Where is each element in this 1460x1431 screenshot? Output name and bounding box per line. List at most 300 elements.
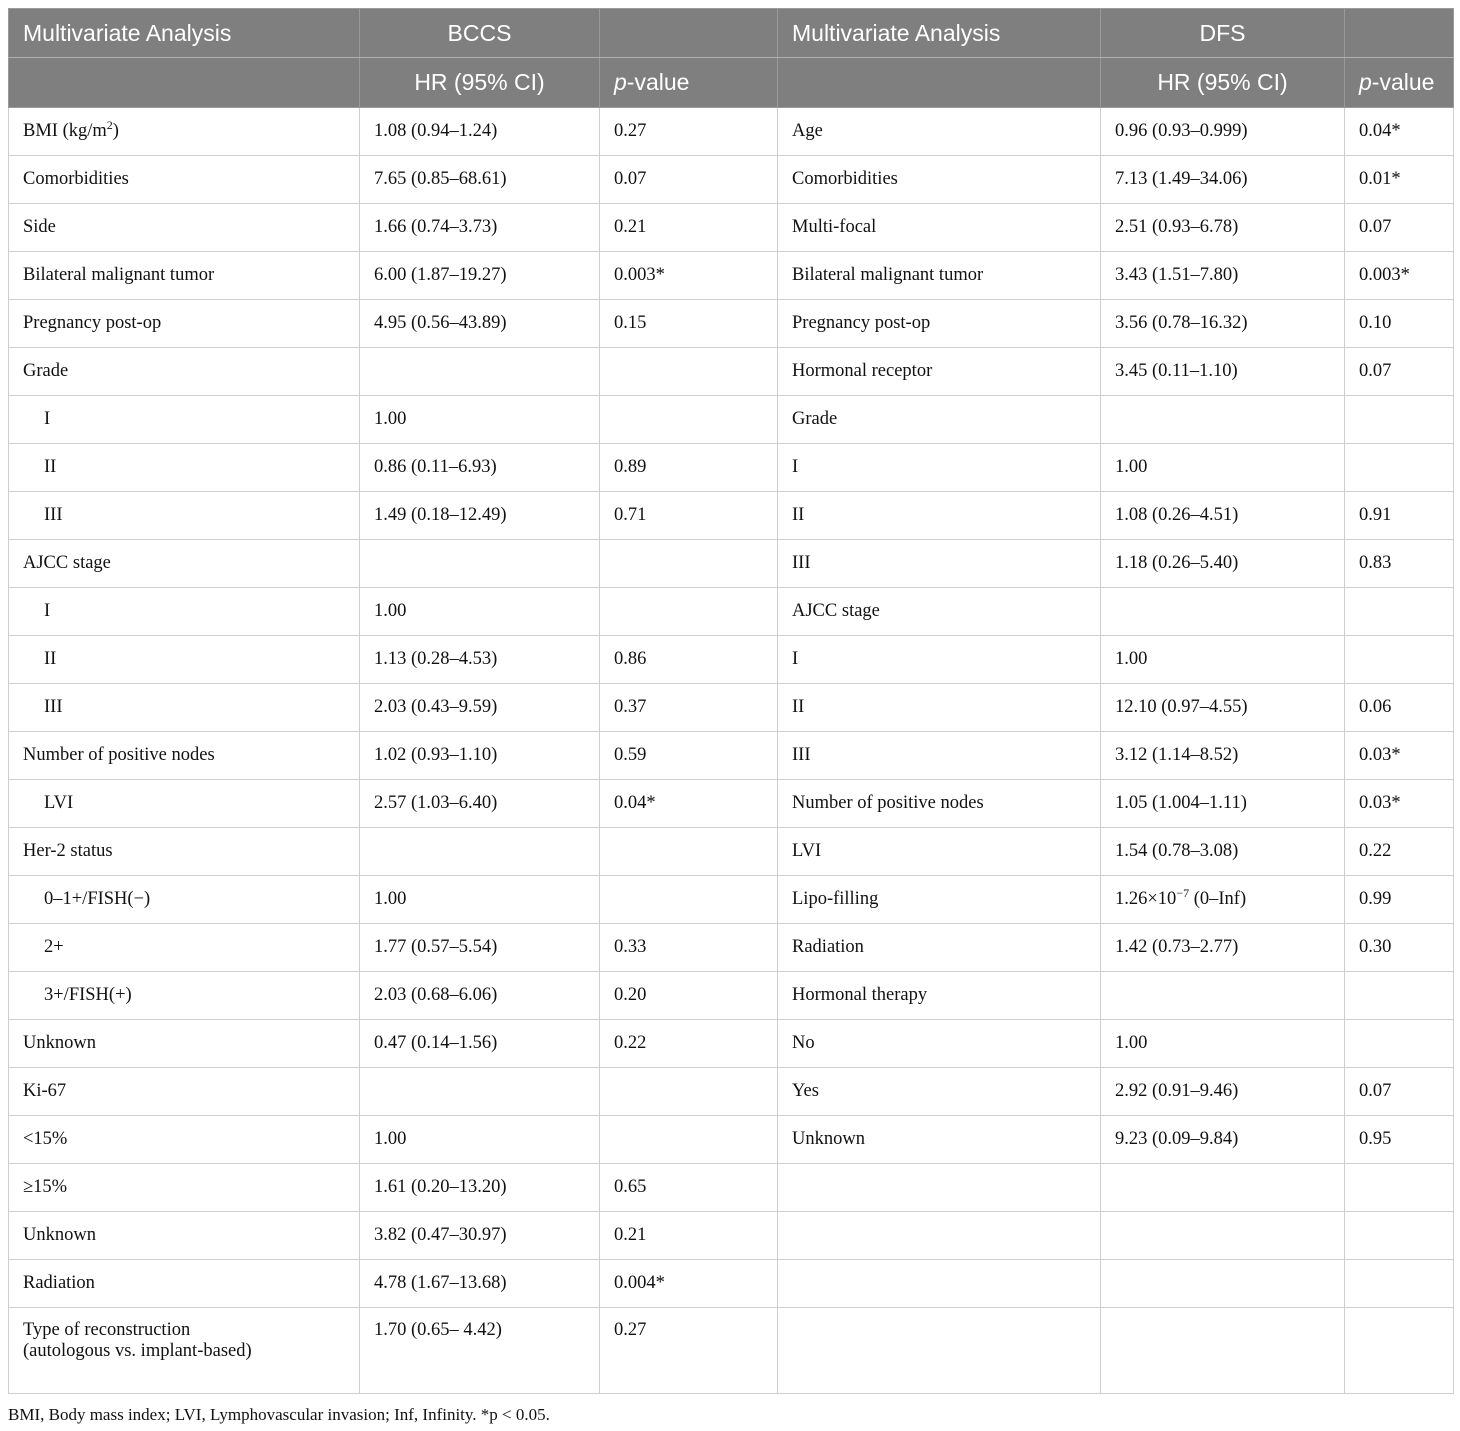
p-value: 0.20 [614,985,647,1005]
bccs-variable-cell [9,1068,360,1116]
hr-value: 0.86 (0.11–6.93) [374,457,497,477]
bccs-p-value-cell [600,1164,778,1212]
dfs-variable-cell [778,684,1101,732]
bccs-variable-cell [9,780,360,828]
dfs-hr-cell [1101,204,1345,252]
table-row [9,876,1454,924]
bccs-p-value-cell [600,300,778,348]
hr-value: 1.61 (0.20–13.20) [374,1177,507,1197]
bccs-hr-cell [360,876,600,924]
variable-label: AJCC stage [792,601,880,621]
hr-value: 1.08 (0.26–4.51) [1115,505,1239,525]
table-row [9,396,1454,444]
bccs-p-value-cell [600,684,778,732]
dfs-hr-header: HR (95% CI) [1101,58,1345,108]
table-row [9,972,1454,1020]
hr-value: 1.18 (0.26–5.40) [1115,553,1239,573]
table-row [9,636,1454,684]
variable-label: Unknown [23,1033,96,1053]
bccs-hr-cell [360,348,600,396]
variable-label: Number of positive nodes [792,793,984,813]
bccs-hr-cell [360,1068,600,1116]
dfs-p-value-cell [1345,732,1454,780]
bccs-variable-cell [9,636,360,684]
empty-header-cell [9,58,360,108]
p-value: 0.21 [614,1225,647,1245]
bccs-p-value-cell [600,828,778,876]
table-row [9,348,1454,396]
bccs-hr-cell [360,780,600,828]
hr-value: 1.05 (1.004–1.11) [1115,793,1247,813]
empty-header-cell [778,58,1101,108]
hr-value: 2.57 (1.03–6.40) [374,793,498,813]
bccs-p-value-cell [600,1212,778,1260]
hr-value: 2.03 (0.43–9.59) [374,697,498,717]
hr-value: 2.03 (0.68–6.06) [374,985,498,1005]
dfs-hr-cell [1101,492,1345,540]
bccs-hr-cell [360,252,600,300]
dfs-p-value-cell [1345,780,1454,828]
variable-label: Side [23,217,56,237]
left-title-header: Multivariate Analysis [9,9,360,58]
bccs-hr-cell [360,444,600,492]
bccs-variable-cell [9,348,360,396]
p-value: 0.30 [1359,937,1392,957]
variable-label: Grade [23,361,69,381]
p-value: 0.10 [1359,313,1392,333]
dfs-hr-cell [1101,1116,1345,1164]
table-row [9,444,1454,492]
bccs-variable-cell [9,1260,360,1308]
dfs-p-value-header [1345,58,1454,108]
hr-value: 0.96 (0.93–0.999) [1115,121,1248,141]
hr-value: 1.77 (0.57–5.54) [374,937,498,957]
table-row [9,1020,1454,1068]
hr-value: 1.54 (0.78–3.08) [1115,841,1239,861]
bccs-hr-cell [360,300,600,348]
hr-value: 3.82 (0.47–30.97) [374,1225,507,1245]
dfs-p-value-cell [1345,540,1454,588]
hr-value: 7.13 (1.49–34.06) [1115,169,1248,189]
bccs-variable-cell [9,300,360,348]
p-italic: p [1359,69,1372,95]
dfs-p-value-cell [1345,684,1454,732]
hr-value: 1.00 [374,409,407,429]
bccs-variable-cell [9,396,360,444]
table-row [9,1116,1454,1164]
hr-value: 1.00 [374,601,407,621]
dfs-variable-cell [778,1212,1101,1260]
p-value: 0.03* [1359,793,1401,813]
dfs-variable-cell [778,300,1101,348]
table-row [9,684,1454,732]
bccs-variable-cell [9,492,360,540]
multivariate-table [8,8,1454,1394]
p-value: 0.04* [1359,121,1401,141]
table-row [9,156,1454,204]
bccs-p-value-cell [600,108,778,156]
bccs-hr-cell [360,684,600,732]
variable-label: Hormonal receptor [792,361,933,381]
p-value: 0.27 [614,121,647,141]
variable-label: Comorbidities [792,169,898,189]
p-value: 0.89 [614,457,647,477]
bccs-variable-cell [9,1020,360,1068]
hr-value: 2.51 (0.93–6.78) [1115,217,1239,237]
p-value: 0.71 [614,505,647,525]
dfs-variable-cell [778,828,1101,876]
variable-label: LVI [44,793,74,813]
variable-label: III [792,745,811,765]
hr-value: 1.66 (0.74–3.73) [374,217,498,237]
variable-label: I [792,649,799,669]
hr-exponent: −7 [1176,885,1190,900]
dfs-variable-cell [778,876,1101,924]
hr-value: 3.12 (1.14–8.52) [1115,745,1239,765]
p-value: 0.91 [1359,505,1392,525]
variable-label: II [792,505,805,525]
variable-label: Radiation [792,937,864,957]
p-value: 0.003* [614,265,665,285]
p-value-suffix: -value [1371,69,1435,95]
p-value: 0.15 [614,313,647,333]
p-value: 0.33 [614,937,647,957]
bccs-variable-cell [9,204,360,252]
variable-label: Her-2 status [23,841,113,861]
dfs-hr-cell [1101,780,1345,828]
dfs-variable-cell [778,1308,1101,1394]
variable-label: Radiation [23,1273,95,1293]
dfs-variable-cell [778,204,1101,252]
p-value: 0.22 [1359,841,1392,861]
p-value: 0.07 [1359,361,1392,381]
variable-label: Yes [792,1081,819,1101]
dfs-variable-cell [778,492,1101,540]
dfs-variable-cell [778,1068,1101,1116]
variable-label: ≥15% [23,1177,68,1197]
p-value: 0.37 [614,697,647,717]
dfs-p-value-cell [1345,156,1454,204]
dfs-hr-cell [1101,1260,1345,1308]
p-value: 0.04* [614,793,656,813]
bccs-p-value-cell [600,1260,778,1308]
empty-header-cell [1345,9,1454,58]
hr-suffix: (0–Inf) [1189,889,1247,909]
bccs-variable-cell [9,588,360,636]
table-row [9,1308,1454,1394]
p-value: 0.86 [614,649,647,669]
table-row [9,1260,1454,1308]
hr-value: 1.49 (0.18–12.49) [374,505,507,525]
p-value: 0.07 [1359,1081,1392,1101]
table-body [9,108,1454,1394]
bccs-p-value-cell [600,588,778,636]
bccs-p-value-cell [600,1020,778,1068]
bccs-hr-cell [360,1164,600,1212]
p-value-suffix: -value [626,69,690,95]
hr-value: 1.70 (0.65– 4.42) [374,1320,502,1340]
dfs-p-value-cell [1345,204,1454,252]
dfs-hr-cell [1101,732,1345,780]
dfs-variable-cell [778,396,1101,444]
dfs-variable-cell [778,732,1101,780]
hr-value: 4.95 (0.56–43.89) [374,313,507,333]
table-row [9,1212,1454,1260]
p-value: 0.83 [1359,553,1392,573]
dfs-p-value-cell [1345,1308,1454,1394]
bccs-hr-cell [360,108,600,156]
dfs-hr-cell [1101,924,1345,972]
dfs-p-value-cell [1345,972,1454,1020]
table-row [9,828,1454,876]
dfs-p-value-cell [1345,1260,1454,1308]
p-value: 0.59 [614,745,647,765]
bccs-p-value-cell [600,1308,778,1394]
p-value: 0.01* [1359,169,1401,189]
p-value: 0.07 [614,169,647,189]
dfs-p-value-cell [1345,492,1454,540]
dfs-variable-cell [778,1260,1101,1308]
dfs-variable-cell [778,348,1101,396]
variable-label: Ki-67 [23,1081,67,1101]
empty-header-cell [600,9,778,58]
variable-label: II [44,457,57,477]
bccs-hr-cell [360,828,600,876]
hr-value: 0.47 (0.14–1.56) [374,1033,498,1053]
dfs-hr-cell [1101,1164,1345,1212]
variable-label: III [44,505,63,525]
hr-value: 1.00 [1115,649,1148,669]
bccs-hr-cell [360,1260,600,1308]
bccs-hr-cell [360,924,600,972]
bccs-hr-cell [360,492,600,540]
variable-label: III [44,697,63,717]
bccs-group-header: BCCS [360,9,600,58]
bccs-variable-cell [9,1116,360,1164]
dfs-hr-cell [1101,1068,1345,1116]
dfs-p-value-cell [1345,876,1454,924]
bccs-p-value-cell [600,444,778,492]
bccs-hr-cell [360,588,600,636]
label-suffix: ) [112,121,119,141]
bccs-variable-cell [9,732,360,780]
variable-label: Unknown [792,1129,865,1149]
variable-label: 3+/FISH(+) [44,985,132,1005]
hr-value: 4.78 (1.67–13.68) [374,1273,507,1293]
dfs-hr-cell [1101,108,1345,156]
dfs-variable-cell [778,1020,1101,1068]
bccs-p-value-cell [600,348,778,396]
dfs-p-value-cell [1345,108,1454,156]
bccs-variable-cell [9,876,360,924]
bccs-p-value-cell [600,252,778,300]
dfs-hr-cell [1101,444,1345,492]
bccs-variable-cell [9,156,360,204]
table-footnote: BMI, Body mass index; LVI, Lymphovascular invasion; Inf, Infinity. *p < 0.05. [8,1405,550,1424]
variable-label: Pregnancy post-op [23,313,162,333]
variable-label: Lipo-filling [792,889,879,909]
table-row [9,924,1454,972]
bccs-hr-cell [360,1116,600,1164]
bccs-hr-cell [360,396,600,444]
p-italic: p [614,69,627,95]
variable-label: I [44,409,51,429]
variable-label: Comorbidities [23,169,129,189]
bccs-hr-cell [360,972,600,1020]
variable-label: Pregnancy post-op [792,313,931,333]
dfs-p-value-cell [1345,1116,1454,1164]
bccs-p-value-cell [600,972,778,1020]
bccs-variable-cell [9,444,360,492]
variable-label: Number of positive nodes [23,745,215,765]
p-value: 0.99 [1359,889,1392,909]
dfs-hr-cell [1101,876,1345,924]
right-title-header: Multivariate Analysis [778,9,1101,58]
table-row [9,1068,1454,1116]
bccs-p-value-cell [600,396,778,444]
dfs-hr-cell [1101,1020,1345,1068]
hr-value: 1.42 (0.73–2.77) [1115,937,1239,957]
dfs-hr-cell [1101,540,1345,588]
dfs-p-value-cell [1345,636,1454,684]
table-row [9,540,1454,588]
hr-value: 3.45 (0.11–1.10) [1115,361,1238,381]
dfs-p-value-cell [1345,348,1454,396]
dfs-hr-cell [1101,684,1345,732]
bccs-variable-cell [9,1164,360,1212]
p-value: 0.004* [614,1273,665,1293]
bccs-variable-cell [9,540,360,588]
p-value: 0.07 [1359,217,1392,237]
p-value: 0.06 [1359,697,1392,717]
dfs-p-value-cell [1345,588,1454,636]
bccs-variable-cell [9,924,360,972]
dfs-variable-cell [778,1116,1101,1164]
bccs-hr-cell [360,1308,600,1394]
dfs-p-value-cell [1345,1212,1454,1260]
bccs-variable-cell [9,972,360,1020]
bccs-hr-cell [360,732,600,780]
dfs-variable-cell [778,108,1101,156]
p-value: 0.03* [1359,745,1401,765]
bccs-hr-header: HR (95% CI) [360,58,600,108]
label-superscript: 2 [106,117,113,132]
dfs-hr-cell [1101,252,1345,300]
dfs-variable-cell [778,588,1101,636]
bccs-variable-cell [9,828,360,876]
bccs-hr-cell [360,1020,600,1068]
table-header [9,9,1454,108]
dfs-p-value-cell [1345,300,1454,348]
p-value: 0.27 [614,1320,647,1340]
variable-label: Grade [792,409,838,429]
hr-value: 1.00 [1115,1033,1148,1053]
dfs-hr-cell [1101,1308,1345,1394]
bccs-p-value-cell [600,732,778,780]
variable-label: Multi-focal [792,217,877,237]
dfs-hr-cell [1101,636,1345,684]
dfs-p-value-cell [1345,252,1454,300]
dfs-variable-cell [778,540,1101,588]
bccs-p-value-cell [600,204,778,252]
variable-label: Bilateral malignant tumor [23,265,215,285]
bccs-hr-cell [360,1212,600,1260]
variable-label: No [792,1033,815,1053]
dfs-hr-cell [1101,300,1345,348]
dfs-variable-cell [778,972,1101,1020]
variable-label: Age [792,121,823,141]
bccs-p-value-cell [600,1116,778,1164]
bccs-p-value-cell [600,780,778,828]
hr-value: 1.00 [374,1129,407,1149]
p-value: 0.65 [614,1177,647,1197]
dfs-hr-cell [1101,828,1345,876]
dfs-variable-cell [778,780,1101,828]
variable-label: I [792,457,799,477]
table-row [9,204,1454,252]
table-row [9,108,1454,156]
bccs-variable-cell [9,108,360,156]
bccs-p-value-cell [600,636,778,684]
hr-value: 1.26×10 [1115,889,1177,909]
dfs-variable-cell [778,252,1101,300]
dfs-p-value-cell [1345,1164,1454,1212]
table-row [9,732,1454,780]
bccs-p-value-cell [600,876,778,924]
dfs-variable-cell [778,1164,1101,1212]
p-value: 0.21 [614,217,647,237]
bccs-p-value-cell [600,156,778,204]
table-row [9,588,1454,636]
bccs-variable-cell [9,1308,360,1394]
hr-value: 1.13 (0.28–4.53) [374,649,498,669]
dfs-hr-cell [1101,348,1345,396]
hr-value: 1.08 (0.94–1.24) [374,121,498,141]
variable-label: I [44,601,51,621]
bccs-variable-cell [9,1212,360,1260]
hr-value: 9.23 (0.09–9.84) [1115,1129,1239,1149]
bccs-p-value-cell [600,540,778,588]
variable-label: <15% [23,1129,68,1149]
dfs-p-value-cell [1345,828,1454,876]
p-value: 0.003* [1359,265,1410,285]
variable-label: AJCC stage [23,553,111,573]
hr-value: 1.00 [1115,457,1148,477]
dfs-variable-cell [778,444,1101,492]
hr-value: 12.10 (0.97–4.55) [1115,697,1248,717]
dfs-hr-cell [1101,396,1345,444]
bccs-variable-cell [9,252,360,300]
dfs-p-value-cell [1345,396,1454,444]
table-row [9,492,1454,540]
variable-label-line2: (autologous vs. implant-based) [23,1341,252,1361]
dfs-p-value-cell [1345,1020,1454,1068]
bccs-p-value-cell [600,492,778,540]
bccs-hr-cell [360,636,600,684]
variable-label: II [792,697,805,717]
hr-value: 3.56 (0.78–16.32) [1115,313,1248,333]
hr-value: 1.00 [374,889,407,909]
variable-label: III [792,553,811,573]
table-row [9,1164,1454,1212]
variable-label: BMI (kg/m [23,121,107,141]
dfs-p-value-cell [1345,1068,1454,1116]
dfs-hr-cell [1101,156,1345,204]
variable-label: Unknown [23,1225,96,1245]
hr-value: 3.43 (1.51–7.80) [1115,265,1239,285]
hr-value: 7.65 (0.85–68.61) [374,169,507,189]
variable-label: LVI [792,841,822,861]
